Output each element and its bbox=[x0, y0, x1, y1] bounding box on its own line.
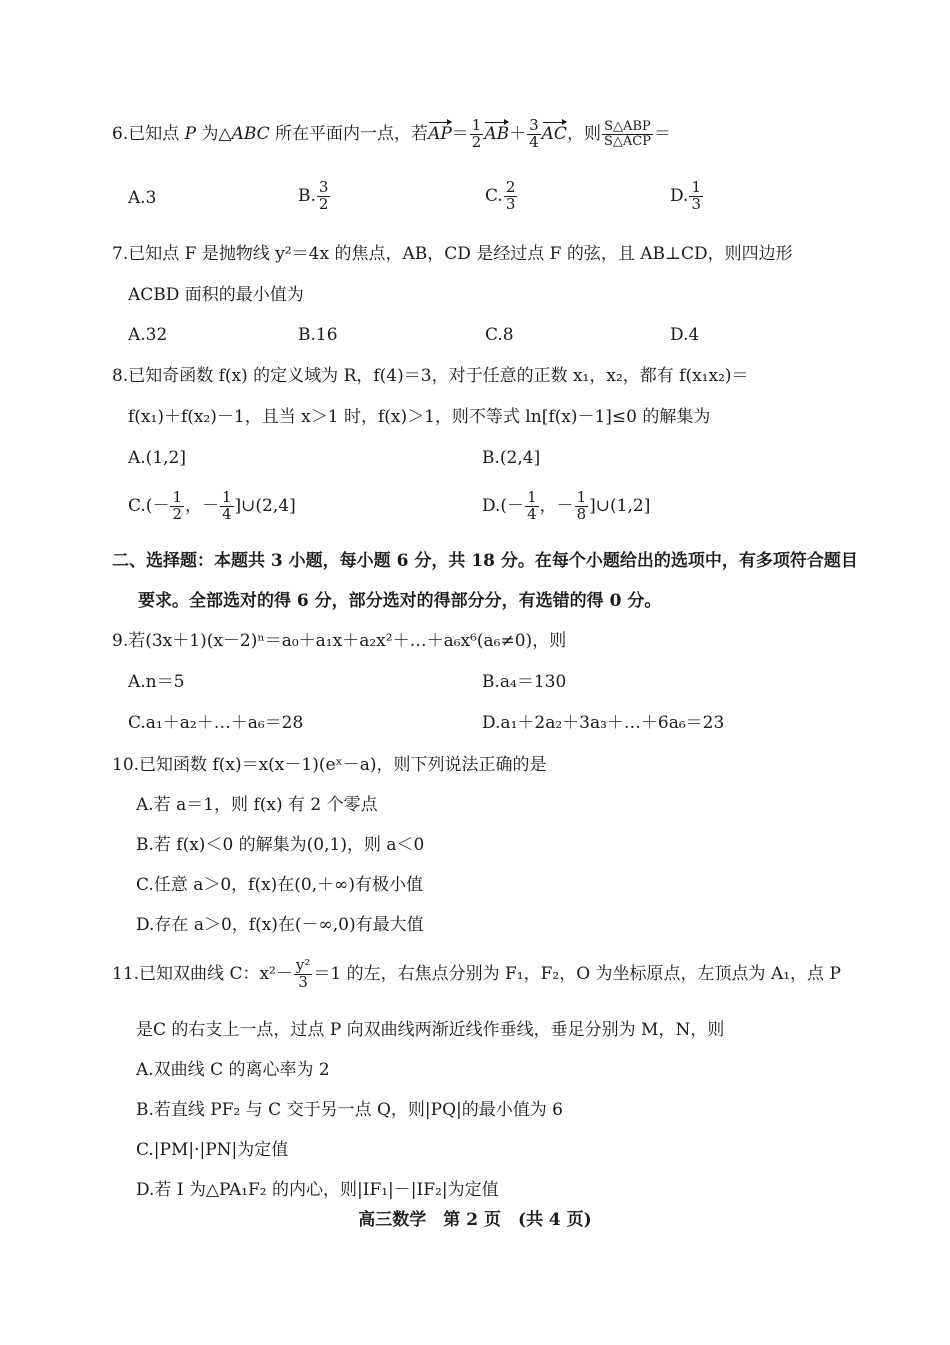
q11-option-b: B.若直线 PF₂ 与 C 交于另一点 Q，则|PQ|的最小值为 6 bbox=[136, 1100, 563, 1120]
q6-fraction-three-quarters bbox=[527, 118, 541, 151]
q6-text: 6.已知点 bbox=[112, 123, 185, 144]
q9-option-d: D.a₁＋2a₂＋3a₃＋…＋6a₆＝23 bbox=[482, 713, 725, 733]
q6-option-d-fraction bbox=[689, 180, 703, 213]
q6-triangle: ABC bbox=[231, 123, 270, 144]
q8-option-c-text: C.(－ bbox=[128, 495, 170, 516]
frac-den: 2 bbox=[172, 504, 182, 523]
frac-num: 1 bbox=[221, 488, 232, 506]
q6-frac-den: 4 bbox=[529, 132, 539, 151]
q6-text: ，则 bbox=[566, 123, 601, 144]
q6-vector-ap: AP bbox=[428, 123, 452, 144]
q8-option-d-frac1 bbox=[525, 490, 539, 523]
q9-option-a: A.n＝5 bbox=[128, 672, 185, 692]
q6-ratio-num: S△ABP bbox=[604, 119, 651, 135]
q7-stem-line2: ACBD 面积的最小值为 bbox=[128, 285, 304, 305]
section2-heading-line1: 二、选择题：本题共 3 小题，每小题 6 分，共 18 分。在每个小题给出的选项中，有多项符合题目 bbox=[112, 551, 858, 571]
frac-num: 1 bbox=[172, 488, 182, 506]
q6-option-label: D. bbox=[670, 185, 689, 206]
q6-option-b-fraction bbox=[317, 180, 331, 213]
q6-equals: ＝ bbox=[653, 123, 671, 144]
q7-option-c: C.8 bbox=[485, 325, 514, 345]
q8-option-c-frac1 bbox=[170, 490, 184, 523]
frac-den: 8 bbox=[576, 504, 587, 523]
q6-option-a: A.3 bbox=[128, 188, 157, 208]
q6-frac-num: 3 bbox=[529, 116, 539, 134]
q8-option-c-frac2 bbox=[220, 490, 234, 523]
q8-option-b: B.(2,4] bbox=[482, 448, 541, 468]
q6-vector-ac: AC bbox=[541, 123, 567, 144]
frac-den: 2 bbox=[318, 194, 329, 213]
q6-fraction-half bbox=[470, 118, 484, 151]
q6-option-label: C. bbox=[485, 185, 503, 206]
q8-option-d-text: D.(－ bbox=[482, 495, 525, 516]
q6-option-label: B. bbox=[298, 185, 316, 206]
q10-option-d: D.存在 a＞0，f(x)在(－∞,0)有最大值 bbox=[136, 915, 424, 935]
q7-stem-line1: 7.已知点 F 是抛物线 y²＝4x 的焦点，AB，CD 是经过点 F 的弦，且 AB⊥CD，则四边形 bbox=[112, 244, 793, 264]
frac-den: 4 bbox=[527, 504, 537, 523]
frac-den: 3 bbox=[691, 194, 701, 213]
q11-option-d: D.若 I 为△PA₁F₂ 的内心，则|IF₁|－|IF₂|为定值 bbox=[136, 1180, 499, 1200]
frac-num: 1 bbox=[576, 488, 587, 506]
q8-stem-line1: 8.已知奇函数 f(x) 的定义域为 R，f(4)＝3，对于任意的正数 x₁，x₂，都有 f(x₁x₂)＝ bbox=[112, 366, 749, 386]
q8-option-d-frac2 bbox=[575, 490, 589, 523]
q8-option-d-text: ]∪(1,2] bbox=[589, 495, 651, 516]
q8-option-d bbox=[482, 490, 650, 523]
q7-option-d: D.4 bbox=[670, 325, 700, 345]
q6-option-c-fraction bbox=[504, 180, 518, 213]
q6-vector-ab: AB bbox=[484, 123, 510, 144]
page-footer: 高三数学 第 2 页 (共 4 页) bbox=[358, 1210, 592, 1230]
q8-option-c bbox=[128, 490, 296, 523]
q6-text: 所在平面内一点，若 bbox=[269, 123, 429, 144]
q10-option-a: A.若 a＝1，则 f(x) 有 2 个零点 bbox=[136, 795, 378, 815]
q6-stem bbox=[112, 118, 671, 151]
q6-frac-den: 2 bbox=[471, 132, 482, 151]
frac-num: 1 bbox=[527, 488, 537, 506]
q8-option-c-text: ，－ bbox=[184, 495, 219, 516]
q11-text: 11.已知双曲线 C：x²－ bbox=[112, 963, 293, 984]
q11-option-c: C.|PM|·|PN|为定值 bbox=[136, 1140, 289, 1160]
q11-text: ＝1 的左，右焦点分别为 F₁，F₂，O 为坐标原点，左顶点为 A₁，点 P bbox=[313, 963, 841, 984]
frac-num: 1 bbox=[691, 178, 701, 196]
q10-stem: 10.已知函数 f(x)＝x(x－1)(eˣ－a)，则下列说法正确的是 bbox=[112, 755, 547, 775]
q6-ratio-den: S△ACP bbox=[603, 133, 651, 149]
q11-fraction bbox=[294, 958, 313, 991]
frac-num: y² bbox=[295, 956, 311, 974]
q6-option-b bbox=[298, 180, 331, 213]
q6-equals: ＝ bbox=[451, 123, 469, 144]
q11-stem bbox=[112, 958, 841, 991]
q9-option-b: B.a₄＝130 bbox=[482, 672, 567, 692]
q10-option-b: B.若 f(x)＜0 的解集为(0,1)，则 a＜0 bbox=[136, 835, 425, 855]
q6-text: 为△ bbox=[196, 123, 232, 144]
frac-den: 4 bbox=[221, 504, 232, 523]
q8-option-d-text: ，－ bbox=[539, 495, 574, 516]
q7-option-a: A.32 bbox=[128, 325, 168, 345]
q6-plus: ＋ bbox=[509, 123, 527, 144]
q11-option-a: A.双曲线 C 的离心率为 2 bbox=[136, 1060, 330, 1080]
frac-num: 2 bbox=[505, 178, 516, 196]
q8-option-c-text: ]∪(2,4] bbox=[234, 495, 296, 516]
q6-point-p: P bbox=[184, 123, 197, 144]
frac-den: 3 bbox=[505, 194, 516, 213]
q10-option-c: C.任意 a＞0，f(x)在(0,＋∞)有极小值 bbox=[136, 875, 423, 895]
q6-option-c bbox=[485, 180, 518, 213]
q6-option-d bbox=[670, 180, 704, 213]
frac-num: 3 bbox=[318, 178, 329, 196]
q7-option-b: B.16 bbox=[298, 325, 338, 345]
q8-option-a: A.(1,2] bbox=[128, 448, 186, 468]
q9-option-c: C.a₁＋a₂＋…＋a₆＝28 bbox=[128, 713, 304, 733]
q8-stem-line2: f(x₁)＋f(x₂)－1，且当 x＞1 时，f(x)＞1，则不等式 ln[f(x)－1]≤0 的解集为 bbox=[128, 407, 711, 427]
q9-stem: 9.若(3x＋1)(x－2)ⁿ＝a₀＋a₁x＋a₂x²＋…＋a₆x⁶(a₆≠0)，则 bbox=[112, 631, 567, 651]
q6-area-ratio bbox=[602, 120, 653, 148]
section2-heading-line2: 要求。全部选对的得 6 分，部分选对的得部分分，有选错的得 0 分。 bbox=[138, 591, 662, 611]
q11-stem-line2: 是C 的右支上一点，过点 P 向双曲线两渐近线作垂线，垂足分别为 M，N，则 bbox=[136, 1020, 725, 1040]
frac-den: 3 bbox=[298, 972, 308, 991]
q6-frac-num: 1 bbox=[471, 116, 482, 134]
